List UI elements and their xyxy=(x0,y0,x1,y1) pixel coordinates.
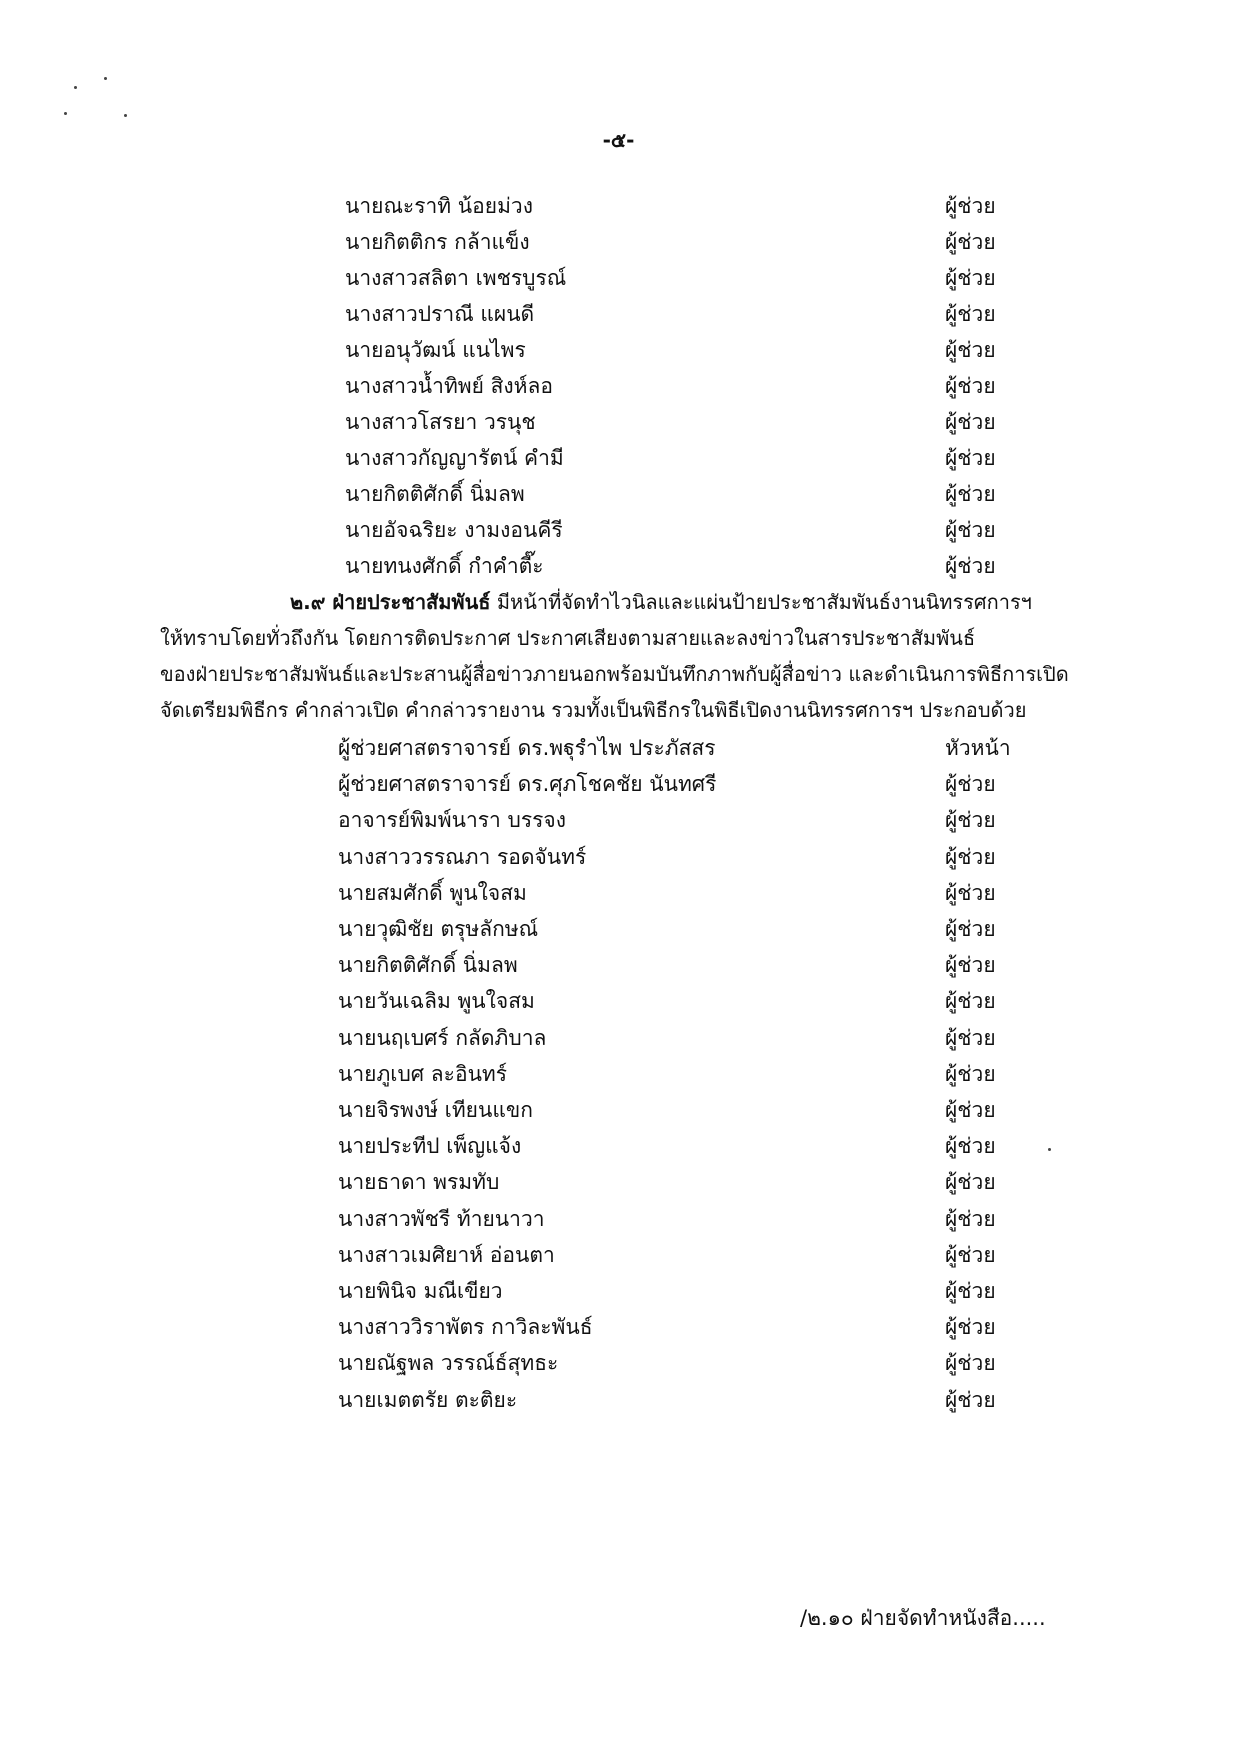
staff-role: ผู้ช่วย xyxy=(945,1098,996,1122)
staff-row xyxy=(338,1345,1065,1381)
section-line-2: ให้ทราบโดยทั่วถึงกัน โดยการติดประกาศ ประกาศเสียงตามสายและลงข่าวในสารประชาสัมพันธ์ xyxy=(160,626,976,650)
scan-speck xyxy=(74,86,77,89)
staff-role: ผู้ช่วย xyxy=(945,1206,996,1231)
page-number: -๕- xyxy=(602,128,635,152)
staff-row xyxy=(338,839,1065,875)
staff-role: ผู้ช่วย xyxy=(945,1025,996,1050)
staff-role: ผู้ช่วย xyxy=(945,302,996,326)
staff-row xyxy=(345,296,1065,332)
staff-role: ผู้ช่วย xyxy=(945,374,996,398)
staff-role: ผู้ช่วย xyxy=(945,1242,996,1267)
staff-role: ผู้ช่วย xyxy=(945,482,996,506)
staff-name: นายกิตติศักดิ์ นิ่มลพ xyxy=(345,482,525,506)
staff-role: ผู้ช่วย xyxy=(945,338,996,362)
staff-row xyxy=(338,911,1065,947)
staff-row xyxy=(338,1237,1065,1273)
staff-name: นางสาวน้ำทิพย์ สิงห์ลอ xyxy=(345,374,554,398)
staff-row xyxy=(338,766,1065,802)
staff-name: นายเมตตรัย ตะติยะ xyxy=(338,1387,518,1412)
staff-role: ผู้ช่วย xyxy=(945,518,996,542)
staff-row xyxy=(338,1201,1065,1237)
staff-role: ผู้ช่วย xyxy=(945,1279,996,1303)
section-heading: ๒.๙ ฝ่ายประชาสัมพันธ์ xyxy=(290,590,491,614)
staff-name: นายวุฒิชัย ตรุษลักษณ์ xyxy=(338,917,539,941)
staff-role: ผู้ช่วย xyxy=(945,1134,996,1159)
section-line-1 xyxy=(290,586,1032,618)
staff-row xyxy=(345,188,1065,224)
staff-name: นายณะราทิ น้อยม่วง xyxy=(345,194,533,218)
staff-role: ผู้ช่วย xyxy=(945,1170,996,1195)
scan-speck xyxy=(64,112,67,115)
staff-row xyxy=(345,368,1065,404)
staff-name: นายณัฐพล วรรณ์ธ์สุทธะ xyxy=(338,1351,559,1376)
staff-name: นางสาวโสรยา วรนุช xyxy=(345,410,536,434)
staff-name: ผู้ช่วยศาสตราจารย์ ดร.ศุภโชคชัย นันทศรี xyxy=(338,772,717,797)
scan-speck xyxy=(1048,1148,1051,1151)
staff-name: นางสาวปราณี แผนดี xyxy=(345,302,535,326)
staff-role: ผู้ช่วย xyxy=(945,1351,996,1376)
staff-row xyxy=(338,802,1065,838)
staff-role: ผู้ช่วย xyxy=(945,1315,996,1340)
staff-row xyxy=(345,476,1065,512)
staff-row xyxy=(338,875,1065,911)
staff-row xyxy=(338,1309,1065,1345)
staff-row xyxy=(345,224,1065,260)
staff-row xyxy=(345,332,1065,368)
staff-name: ผู้ช่วยศาสตราจารย์ ดร.พฐุรำไพ ประภัสสร xyxy=(338,736,716,760)
staff-role: ผู้ช่วย xyxy=(945,230,996,254)
staff-row xyxy=(345,548,1065,584)
section-line-3: ของฝ่ายประชาสัมพันธ์และประสานผู้สื่อข่าวภายนอกพร้อมบันทึกภาพกับผู้สื่อข่าว และดำเนินการพิธีการเปิด xyxy=(160,662,1069,686)
staff-role: ผู้ช่วย xyxy=(945,1061,996,1086)
staff-name: นายอัจฉริยะ งามงอนคีรี xyxy=(345,518,563,542)
staff-name: นายกิตติศักดิ์ นิ่มลพ xyxy=(338,953,518,978)
staff-name: นางสาวกัญญารัตน์ คำมี xyxy=(345,446,564,470)
staff-name: นายธาดา พรมทับ xyxy=(338,1170,500,1195)
staff-name: นายพินิจ มณีเขียว xyxy=(338,1279,503,1303)
section-line-1-text: มีหน้าที่จัดทำไวนิลและแผ่นป้ายประชาสัมพันธ์งานนิทรรศการฯ xyxy=(490,590,1032,614)
staff-row xyxy=(338,1128,1065,1164)
staff-name: นางสาวสลิตา เพชรบูรณ์ xyxy=(345,266,567,290)
staff-role: ผู้ช่วย xyxy=(945,989,996,1014)
staff-row xyxy=(338,1382,1065,1418)
staff-row xyxy=(338,1020,1065,1056)
staff-row xyxy=(345,404,1065,440)
scan-speck xyxy=(104,77,107,80)
staff-role: ผู้ช่วย xyxy=(945,880,996,905)
staff-name: นางสาววรรณภา รอดจันทร์ xyxy=(338,844,587,869)
staff-row xyxy=(338,1273,1065,1309)
staff-name: นายภูเบศ ละอินทร์ xyxy=(338,1061,508,1086)
staff-name: นายกิตติกร กล้าแข็ง xyxy=(345,230,530,254)
staff-role: ผู้ช่วย xyxy=(945,554,996,578)
scan-speck xyxy=(124,114,127,117)
staff-name: นางสาวเมศิยาห์ อ่อนตา xyxy=(338,1242,555,1267)
staff-row xyxy=(345,512,1065,548)
staff-role: ผู้ช่วย xyxy=(945,772,996,797)
staff-row xyxy=(338,947,1065,983)
staff-role: หัวหน้า xyxy=(945,736,1011,760)
staff-row xyxy=(338,1056,1065,1092)
staff-name: อาจารย์พิมพ์นารา บรรจง xyxy=(338,808,566,833)
staff-row xyxy=(338,1092,1065,1128)
staff-role: ผู้ช่วย xyxy=(945,1387,996,1412)
staff-name: นายอนุวัฒน์ แนไพร xyxy=(345,338,526,362)
staff-role: ผู้ช่วย xyxy=(945,808,996,833)
staff-name: นางสาวพัชรี ท้ายนาวา xyxy=(338,1206,545,1231)
staff-row xyxy=(345,260,1065,296)
staff-role: ผู้ช่วย xyxy=(945,266,996,290)
staff-name: นายประทีป เพ็ญแจ้ง xyxy=(338,1134,522,1159)
staff-role: ผู้ช่วย xyxy=(945,446,996,470)
staff-name: นายนฤเบศร์ กลัดภิบาล xyxy=(338,1025,547,1050)
staff-row xyxy=(338,983,1065,1019)
staff-role: ผู้ช่วย xyxy=(945,194,996,218)
staff-role: ผู้ช่วย xyxy=(945,917,996,941)
staff-name: นางสาววิราพัตร กาวิละพันธ์ xyxy=(338,1315,593,1340)
staff-role: ผู้ช่วย xyxy=(945,410,996,434)
staff-role: ผู้ช่วย xyxy=(945,953,996,978)
staff-name: นายวันเฉลิม พูนใจสม xyxy=(338,989,535,1014)
staff-name: นายจิรพงษ์ เทียนแขก xyxy=(338,1098,533,1122)
staff-row xyxy=(338,730,1065,766)
staff-name: นายทนงศักดิ์ กำคำตี๊ะ xyxy=(345,554,544,578)
staff-role: ผู้ช่วย xyxy=(945,844,996,869)
staff-name: นายสมศักดิ์ พูนใจสม xyxy=(338,880,527,905)
section-line-4: จัดเตรียมพิธีกร คำกล่าวเปิด คำกล่าวรายงาน รวมทั้งเป็นพิธีกรในพิธีเปิดงานนิทรรศการฯ ประกอบด้วย xyxy=(160,698,1027,722)
continuation-footer: /๒.๑๐ ฝ่ายจัดทำหนังสือ..... xyxy=(800,1606,1046,1630)
staff-row xyxy=(338,1164,1065,1200)
staff-row xyxy=(345,440,1065,476)
